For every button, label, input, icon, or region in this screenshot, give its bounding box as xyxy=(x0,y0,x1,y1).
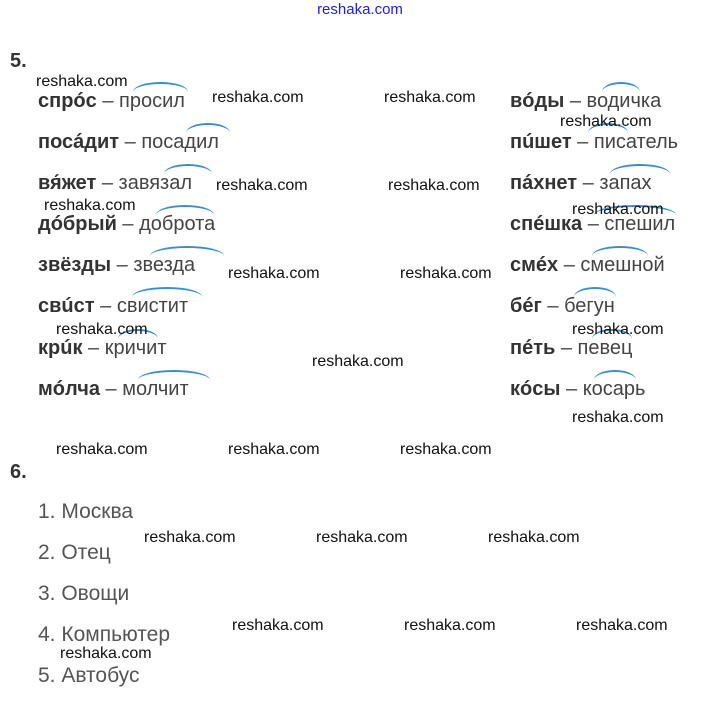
pair-related: молчит xyxy=(122,378,189,400)
watermark: reshaka.com xyxy=(400,265,492,282)
watermark: reshaka.com xyxy=(212,89,304,106)
pair-word: бéг xyxy=(510,295,542,317)
watermark: reshaka.com xyxy=(384,89,476,106)
left-pair-4 xyxy=(38,213,215,236)
left-pair-8 xyxy=(38,378,189,401)
pair-related: водичка xyxy=(586,90,662,112)
pair-separator: – xyxy=(119,131,142,153)
watermark: reshaka.com xyxy=(144,529,236,546)
root-arc xyxy=(133,82,188,92)
left-pair-5 xyxy=(38,254,195,277)
pair-separator: – xyxy=(564,90,587,112)
pair-related: посадил xyxy=(141,131,219,153)
pair-related: доброта xyxy=(139,213,216,235)
pair-word: вя́жет xyxy=(38,172,97,194)
pair-related: смешной xyxy=(580,254,665,276)
pair-related: кричит xyxy=(104,337,167,359)
root-arc xyxy=(610,164,670,174)
pair-related: косарь xyxy=(582,378,646,400)
pair-word: звёзды xyxy=(38,254,112,276)
pair-separator: – xyxy=(94,295,117,317)
exercise-5-number: 5. xyxy=(10,50,27,72)
pair-separator: – xyxy=(560,378,583,400)
pair-related: бегун xyxy=(564,295,615,317)
pair-related: просил xyxy=(119,90,185,112)
root-arc xyxy=(592,246,648,256)
watermark: reshaka.com xyxy=(388,177,480,194)
left-pair-3 xyxy=(38,172,192,195)
pair-related: писатель xyxy=(593,131,679,153)
pair-related: спешил xyxy=(604,213,676,235)
watermark: reshaka.com xyxy=(488,529,580,546)
watermark: reshaka.com xyxy=(404,617,496,634)
left-pair-7 xyxy=(38,337,167,360)
left-pair-1 xyxy=(38,90,185,113)
left-pair-2 xyxy=(38,131,219,154)
watermark: reshaka.com xyxy=(216,177,308,194)
pair-related: завязал xyxy=(118,172,193,194)
pair-separator: – xyxy=(111,254,134,276)
pair-separator: – xyxy=(96,90,120,112)
right-pair-1 xyxy=(510,90,661,113)
pair-related: певец xyxy=(577,337,633,359)
site-header: reshaka.com xyxy=(317,1,403,18)
pair-separator: – xyxy=(99,378,123,400)
pair-word: пúшет xyxy=(510,131,572,153)
right-pair-6 xyxy=(510,295,615,318)
pair-separator: – xyxy=(541,295,565,317)
watermark: reshaka.com xyxy=(228,441,320,458)
root-arc xyxy=(574,287,616,297)
pair-separator: – xyxy=(116,213,140,235)
watermark: reshaka.com xyxy=(400,441,492,458)
pair-word: спéшка xyxy=(510,213,583,235)
pair-separator: – xyxy=(558,254,581,276)
pair-word: свúст xyxy=(38,295,95,317)
watermark: reshaka.com xyxy=(228,265,320,282)
pair-word: мóлча xyxy=(38,378,100,400)
root-arc xyxy=(138,370,210,380)
list-item: 3. Овощи xyxy=(38,582,130,605)
watermark: reshaka.com xyxy=(56,441,148,458)
pair-word: крúк xyxy=(38,337,83,359)
pair-related: звезда xyxy=(133,254,196,276)
pair-word: дóбрый xyxy=(38,213,117,235)
root-arc xyxy=(164,164,212,174)
exercise-6-number: 6. xyxy=(10,461,27,483)
right-pair-3 xyxy=(510,172,652,195)
pair-separator: – xyxy=(577,172,600,194)
watermark: reshaka.com xyxy=(60,645,152,662)
pair-word: вóды xyxy=(510,90,565,112)
root-arc xyxy=(150,246,224,256)
root-arc xyxy=(186,123,230,133)
watermark: reshaka.com xyxy=(572,321,664,338)
watermark: reshaka.com xyxy=(316,529,408,546)
root-arc xyxy=(132,287,202,297)
pair-separator: – xyxy=(82,337,105,359)
pair-word: пéть xyxy=(510,337,556,359)
watermark: reshaka.com xyxy=(36,73,128,90)
pair-separator: – xyxy=(571,131,594,153)
root-arc xyxy=(156,205,214,215)
watermark: reshaka.com xyxy=(572,409,664,426)
pair-word: смéх xyxy=(510,254,559,276)
watermark: reshaka.com xyxy=(312,353,404,370)
left-pair-6 xyxy=(38,295,188,318)
root-arc xyxy=(602,82,640,92)
right-pair-8 xyxy=(510,378,645,401)
list-item: 5. Автобус xyxy=(38,664,140,687)
watermark: reshaka.com xyxy=(232,617,324,634)
watermark: reshaka.com xyxy=(44,197,136,214)
pair-word: пáхнет xyxy=(510,172,578,194)
list-item: 1. Москва xyxy=(38,500,134,523)
watermark: reshaka.com xyxy=(56,321,148,338)
right-pair-7 xyxy=(510,337,632,360)
pair-separator: – xyxy=(582,213,605,235)
pair-separator: – xyxy=(555,337,578,359)
pair-related: запах xyxy=(599,172,652,194)
pair-separator: – xyxy=(96,172,119,194)
pair-word: спрóс xyxy=(38,90,97,112)
list-item: 4. Компьютер xyxy=(38,623,171,646)
watermark: reshaka.com xyxy=(576,617,668,634)
watermark: reshaka.com xyxy=(560,113,652,130)
watermark: reshaka.com xyxy=(572,201,664,218)
right-pair-2 xyxy=(510,131,678,154)
list-item: 2. Отец xyxy=(38,541,111,564)
root-arc xyxy=(594,370,636,380)
right-pair-5 xyxy=(510,254,665,277)
pair-word: посáдит xyxy=(38,131,120,153)
pair-related: свистит xyxy=(116,295,189,317)
pair-word: кóсы xyxy=(510,378,561,400)
